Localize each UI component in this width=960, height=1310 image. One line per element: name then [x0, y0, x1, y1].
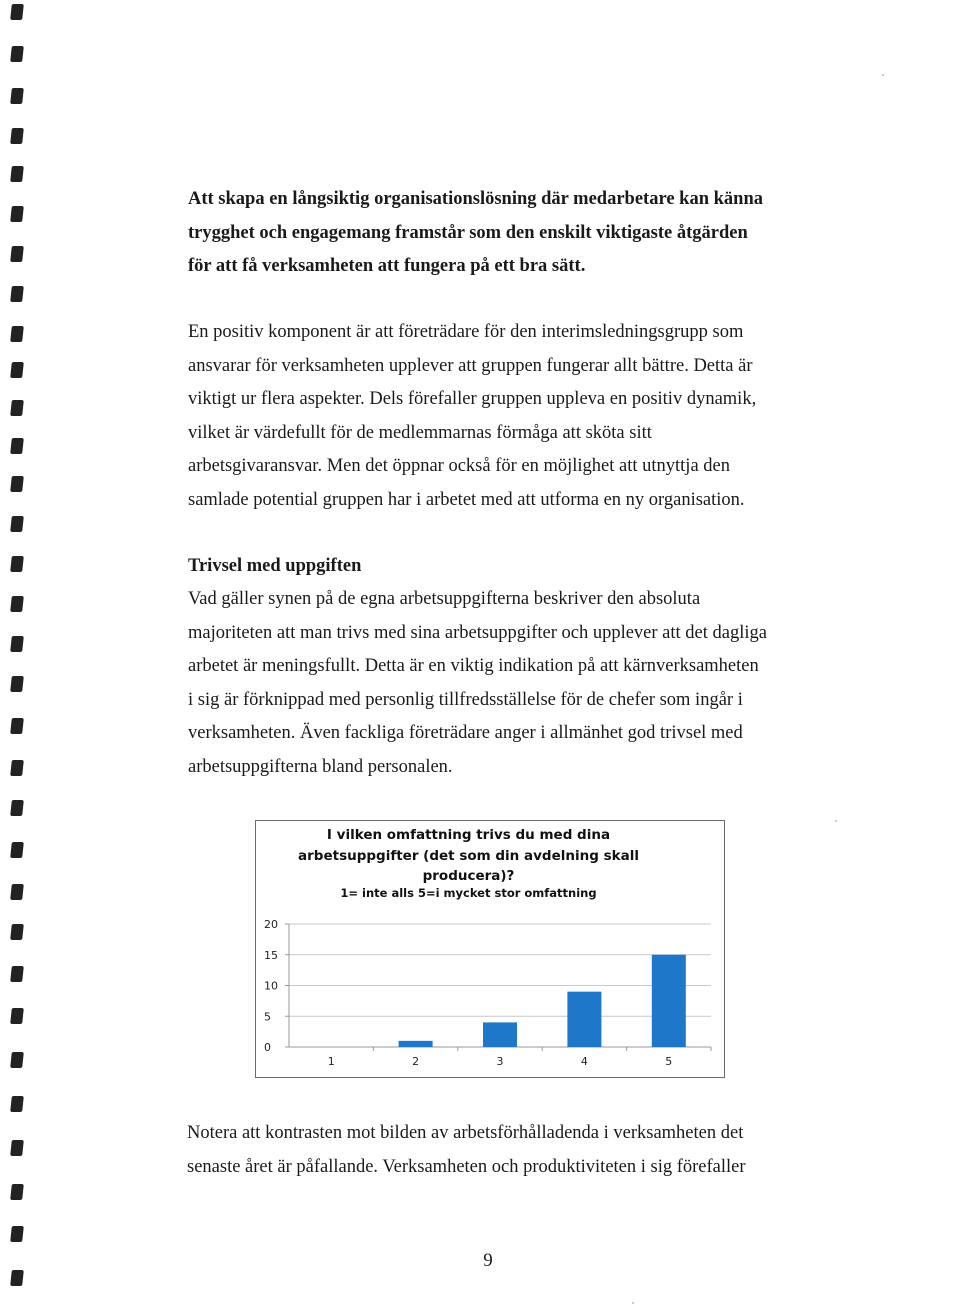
x-tick-label: 3: [496, 1055, 504, 1068]
binding-mark: [10, 966, 24, 982]
chart-title-line: producera)?: [422, 868, 515, 884]
binding-mark: [10, 46, 24, 62]
binding-mark: [10, 884, 24, 900]
y-tick-label: 20: [264, 918, 278, 931]
y-tick-label: 10: [264, 979, 278, 993]
y-tick-label: 15: [264, 948, 278, 962]
binding-mark: [10, 400, 24, 416]
trivsel-paragraph: [188, 583, 808, 784]
text-line: Notera att kontrasten mot bilden av arbetsförhålladenda i verksamheten det: [187, 1123, 744, 1143]
text-line: arbetsgivaransvar. Men det öppnar också för en möjlighet att utnyttja den: [188, 456, 730, 476]
binding-mark: [10, 636, 24, 652]
binding-mark: [10, 1140, 24, 1156]
text-line: trygghet och engagemang framstår som den enskilt viktigaste åtgärden: [188, 222, 748, 243]
note-paragraph: [187, 1117, 807, 1184]
binding-mark: [10, 596, 24, 612]
binding-mark: [10, 326, 24, 342]
binding-mark: [10, 676, 24, 692]
x-tick-label: 2: [412, 1055, 420, 1068]
binding-mark: [10, 718, 24, 734]
binding-mark: [10, 206, 24, 222]
binding-mark: [10, 1008, 24, 1024]
text-line: arbetsuppgifterna bland personalen.: [188, 756, 453, 777]
page-number: 9: [483, 1250, 493, 1271]
binding-mark: [10, 800, 24, 816]
binding-mark: [10, 286, 24, 302]
scan-speck: [835, 820, 837, 822]
chart-container: [255, 820, 725, 1078]
binding-mark: [10, 1270, 24, 1286]
binding-mark: [10, 246, 24, 262]
binding-mark: [10, 362, 24, 378]
chart-title-line: I vilken omfattning trivs du med dina: [326, 827, 611, 843]
text-line: Vad gäller synen på de egna arbetsuppgifterna beskriver den absoluta: [188, 589, 701, 609]
binding-mark: [10, 1096, 24, 1112]
bar: [652, 955, 686, 1047]
scan-speck: [632, 1302, 634, 1304]
chart-subtitle: 1= inte alls 5=i mycket stor omfattning: [340, 886, 597, 900]
binding-mark: [10, 842, 24, 858]
text-line: i sig är förknippad med personlig tillfredsställelse för de chefer som ingår i: [188, 689, 743, 710]
binding-mark: [10, 760, 24, 776]
binding-mark: [10, 1052, 24, 1068]
binding-mark: [10, 4, 24, 20]
text-line: senaste året är påfallande. Verksamheten och produktiviteten i sig förefaller: [187, 1156, 746, 1177]
text-line: Att skapa en långsiktig organisationslösning där medarbetare kan känna: [188, 189, 763, 209]
binding-mark: [10, 166, 24, 182]
bar: [567, 992, 601, 1047]
binding-mark: [10, 438, 24, 454]
bar: [483, 1022, 517, 1047]
text-line: samlade potential gruppen har i arbetet med att utforma en ny organisation.: [188, 489, 745, 510]
text-line: En positiv komponent är att företrädare för den interimsledningsgrupp som: [188, 322, 744, 342]
y-tick-label: 0: [264, 1041, 271, 1054]
x-tick-label: 4: [580, 1055, 588, 1068]
binding-mark: [10, 128, 24, 144]
binding-mark: [10, 556, 24, 572]
binding-mark: [10, 516, 24, 532]
text-line: för att få verksamheten att fungera på ett bra sätt.: [188, 256, 586, 276]
binding-mark: [10, 1184, 24, 1200]
text-line: arbetet är meningsfullt. Detta är en viktig indikation på att kärnverksamheten: [188, 656, 759, 676]
positive-component-paragraph: [188, 316, 808, 517]
section-heading: Trivsel med uppgiften: [188, 556, 362, 576]
text-line: verksamheten. Även fackliga företrädare anger i allmänhet god trivsel med: [188, 723, 743, 743]
y-tick-label: 5: [264, 1010, 271, 1024]
bar-chart: [256, 821, 724, 1077]
binding-mark: [10, 924, 24, 940]
chart-title-line: arbetsuppgifter (det som din avdelning skall: [298, 847, 639, 864]
binding-mark: [10, 88, 24, 104]
intro-paragraph: [188, 183, 808, 284]
binding-edge-marks: [0, 0, 30, 1310]
text-line: vilket är värdefullt för de medlemmarnas förmåga att sköta sitt: [188, 422, 652, 443]
scan-speck: [882, 74, 884, 76]
text-line: viktigt ur flera aspekter. Dels förefaller gruppen uppleva en positiv dynamik,: [188, 389, 757, 409]
bar: [399, 1041, 433, 1047]
text-line: majoriteten att man trivs med sina arbetsuppgifter och upplever att det dagliga: [188, 622, 767, 643]
text-line: ansvarar för verksamheten upplever att gruppen fungerar allt bättre. Detta är: [188, 355, 753, 376]
x-tick-label: 5: [665, 1055, 673, 1068]
binding-mark: [10, 1226, 24, 1242]
x-tick-label: 1: [327, 1055, 335, 1068]
binding-mark: [10, 476, 24, 492]
